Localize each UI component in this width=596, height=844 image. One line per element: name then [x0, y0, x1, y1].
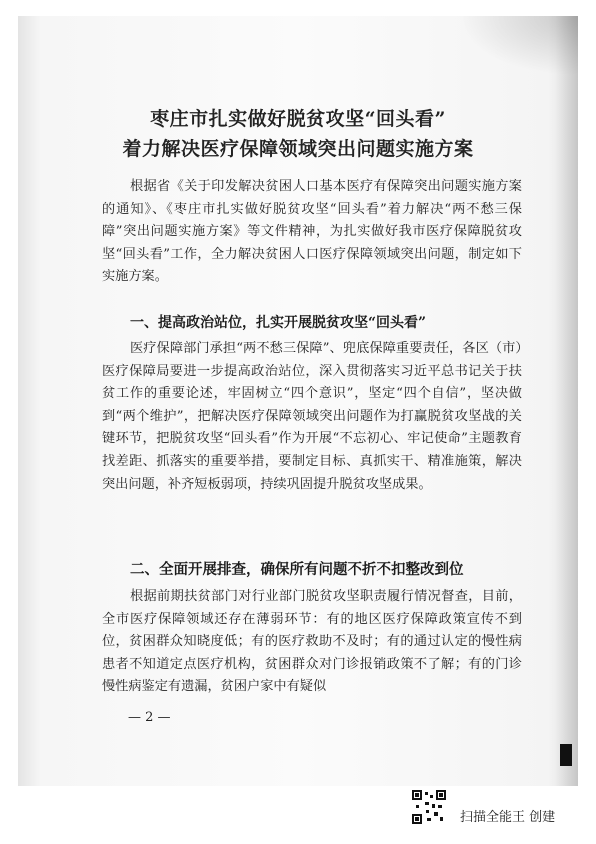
intro-paragraph: 根据省《关于印发解决贫困人口基本医疗有保障突出问题实施方案的通知》、《枣庄市扎实做好脱贫攻坚“回头看”着力解决“两不愁三保障”突出问题实施方案》等文件精神，为扎实做好我市医疗保障脱贫攻坚“回头看”工作，全力解决贫困人口医疗保障领域突出问题，制定如下实施方案。 [102, 179, 522, 285]
document-title-line-1: 枣庄市扎实做好脱贫攻坚“回头看” [150, 108, 446, 130]
scanner-watermark-text: 扫描全能王 创建 [460, 810, 556, 825]
scan-corner-mark [560, 744, 572, 766]
page-edge-shadow [548, 16, 578, 786]
section-2-heading: 二、全面开展排查，确保所有问题不折不扣整改到位 [130, 561, 464, 578]
scanned-page [18, 16, 578, 786]
section-1-paragraph: 医疗保障部门承担“两不愁三保障”、兜底保障重要责任，各区（市）医疗保障局要进一步提高政治站位，深入贯彻落实习近平总书记关于扶贫工作的重要论述，牢固树立“四个意识”，坚定“四个自信”，坚决做到“两个维护”，把解决医疗保障领域突出问题作为打赢脱贫攻坚战的关键环节，把脱贫攻坚“回头看”作为开展“不忘初心、牢记使命”主题教育找差距、抓落实的重要举措，要制定目标、真抓实干、精准施策，解决突出问题，补齐短板弱项，持续巩固提升脱贫攻坚成果。 [102, 341, 522, 492]
document-title-line-2: 着力解决医疗保障领域突出问题实施方案 [122, 138, 474, 160]
qr-code-icon [412, 790, 446, 824]
section-1-heading: 一、提高政治站位，扎实开展脱贫攻坚“回头看” [130, 315, 427, 331]
section-2-paragraph: 根据前期扶贫部门对行业部门脱贫攻坚职责履行情况督查，目前，全市医疗保障领域还存在薄弱环节：有的地区医疗保障政策宣传不到位，贫困群众知晓度低；有的医疗救助不及时；有的通过认定的慢性病患者不知道定点医疗机构，贫困群众对门诊报销政策不了解；有的门诊慢性病鉴定有遗漏，贫困户家中有疑似 [102, 589, 522, 695]
page-corner-shadow [458, 16, 578, 76]
page-number: — 2 — [128, 710, 171, 725]
